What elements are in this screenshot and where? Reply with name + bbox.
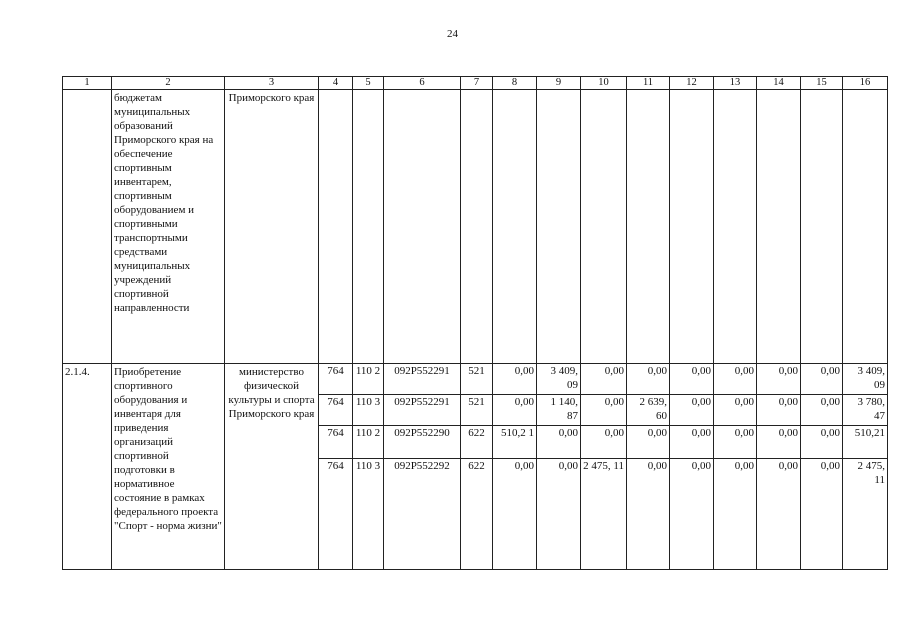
cell-c7: 622 bbox=[461, 459, 493, 570]
cell-c8: 0,00 bbox=[493, 395, 537, 426]
cell-c8: 0,00 bbox=[493, 364, 537, 395]
cell-c11: 0,00 bbox=[627, 426, 670, 459]
cell-c10: 0,00 bbox=[581, 395, 627, 426]
cell-c5: 110 3 bbox=[353, 459, 384, 570]
cell-c12: 0,00 bbox=[670, 426, 714, 459]
cell-c8: 510,2 1 bbox=[493, 426, 537, 459]
cell-c6: 092P552290 bbox=[384, 426, 461, 459]
cell-c14: 0,00 bbox=[757, 459, 801, 570]
empty-cell bbox=[461, 90, 493, 364]
empty-cell bbox=[757, 90, 801, 364]
cell-c14: 0,00 bbox=[757, 426, 801, 459]
cell-c11: 0,00 bbox=[627, 459, 670, 570]
continuation-row bbox=[63, 90, 888, 364]
header-cell: 3 bbox=[225, 77, 319, 90]
cell-c5: 110 3 bbox=[353, 395, 384, 426]
cell-c4: 764 bbox=[319, 459, 353, 570]
header-cell: 5 bbox=[353, 77, 384, 90]
cell-c9: 0,00 bbox=[537, 459, 581, 570]
header-cell: 9 bbox=[537, 77, 581, 90]
empty-cell bbox=[63, 90, 112, 364]
continuation-executor: Приморского края bbox=[225, 90, 319, 364]
header-cell: 7 bbox=[461, 77, 493, 90]
item-title: Приобретение спортивного оборудования и инвентаря для приведения организаций спортивной подготовки в нормативное состояние в рамках федерального проекта "Спорт - норма жизни" bbox=[112, 364, 225, 570]
cell-c14: 0,00 bbox=[757, 395, 801, 426]
empty-cell bbox=[843, 90, 888, 364]
header-cell: 6 bbox=[384, 77, 461, 90]
cell-c6: 092P552291 bbox=[384, 364, 461, 395]
cell-c13: 0,00 bbox=[714, 459, 757, 570]
header-cell: 8 bbox=[493, 77, 537, 90]
cell-c11: 2 639, 60 bbox=[627, 395, 670, 426]
cell-c7: 622 bbox=[461, 426, 493, 459]
cell-c15: 0,00 bbox=[801, 395, 843, 426]
cell-c7: 521 bbox=[461, 364, 493, 395]
cell-c11: 0,00 bbox=[627, 364, 670, 395]
cell-c16: 510,21 bbox=[843, 426, 888, 459]
cell-c9: 3 409, 09 bbox=[537, 364, 581, 395]
cell-c15: 0,00 bbox=[801, 426, 843, 459]
cell-c5: 110 2 bbox=[353, 426, 384, 459]
cell-c16: 3 409, 09 bbox=[843, 364, 888, 395]
header-cell: 12 bbox=[670, 77, 714, 90]
empty-cell bbox=[801, 90, 843, 364]
header-cell: 10 bbox=[581, 77, 627, 90]
cell-c10: 2 475, 11 bbox=[581, 459, 627, 570]
cell-c16: 3 780, 47 bbox=[843, 395, 888, 426]
header-cell: 13 bbox=[714, 77, 757, 90]
cell-c13: 0,00 bbox=[714, 395, 757, 426]
page-number: 24 bbox=[447, 28, 458, 40]
cell-c13: 0,00 bbox=[714, 426, 757, 459]
cell-c12: 0,00 bbox=[670, 459, 714, 570]
cell-c12: 0,00 bbox=[670, 395, 714, 426]
cell-c15: 0,00 bbox=[801, 459, 843, 570]
cell-c8: 0,00 bbox=[493, 459, 537, 570]
item-number: 2.1.4. bbox=[63, 364, 112, 570]
empty-cell bbox=[493, 90, 537, 364]
empty-cell bbox=[670, 90, 714, 364]
cell-c16: 2 475, 11 bbox=[843, 459, 888, 570]
cell-c15: 0,00 bbox=[801, 364, 843, 395]
cell-c6: 092P552292 bbox=[384, 459, 461, 570]
cell-c5: 110 2 bbox=[353, 364, 384, 395]
cell-c14: 0,00 bbox=[757, 364, 801, 395]
cell-c9: 1 140, 87 bbox=[537, 395, 581, 426]
empty-cell bbox=[714, 90, 757, 364]
empty-cell bbox=[627, 90, 670, 364]
header-cell: 1 bbox=[63, 77, 112, 90]
cell-c10: 0,00 bbox=[581, 364, 627, 395]
continuation-text: бюджетам муниципальных образований Приморского края на обеспечение спортивным инвентарем, спортивным оборудованием и спортивными транспортными средствами муниципальных учреждений спортивной направленности bbox=[112, 90, 225, 364]
empty-cell bbox=[319, 90, 353, 364]
cell-c10: 0,00 bbox=[581, 426, 627, 459]
header-cell: 4 bbox=[319, 77, 353, 90]
item-executor: министерство физической культуры и спорта Приморского края bbox=[225, 364, 319, 570]
empty-cell bbox=[537, 90, 581, 364]
header-row bbox=[63, 77, 888, 90]
budget-table bbox=[62, 76, 888, 570]
table-row bbox=[63, 364, 888, 395]
cell-c9: 0,00 bbox=[537, 426, 581, 459]
header-cell: 14 bbox=[757, 77, 801, 90]
header-cell: 16 bbox=[843, 77, 888, 90]
empty-cell bbox=[353, 90, 384, 364]
header-cell: 11 bbox=[627, 77, 670, 90]
cell-c4: 764 bbox=[319, 426, 353, 459]
cell-c13: 0,00 bbox=[714, 364, 757, 395]
cell-c7: 521 bbox=[461, 395, 493, 426]
header-cell: 2 bbox=[112, 77, 225, 90]
cell-c6: 092P552291 bbox=[384, 395, 461, 426]
empty-cell bbox=[384, 90, 461, 364]
cell-c12: 0,00 bbox=[670, 364, 714, 395]
empty-cell bbox=[581, 90, 627, 364]
header-cell: 15 bbox=[801, 77, 843, 90]
cell-c4: 764 bbox=[319, 395, 353, 426]
cell-c4: 764 bbox=[319, 364, 353, 395]
